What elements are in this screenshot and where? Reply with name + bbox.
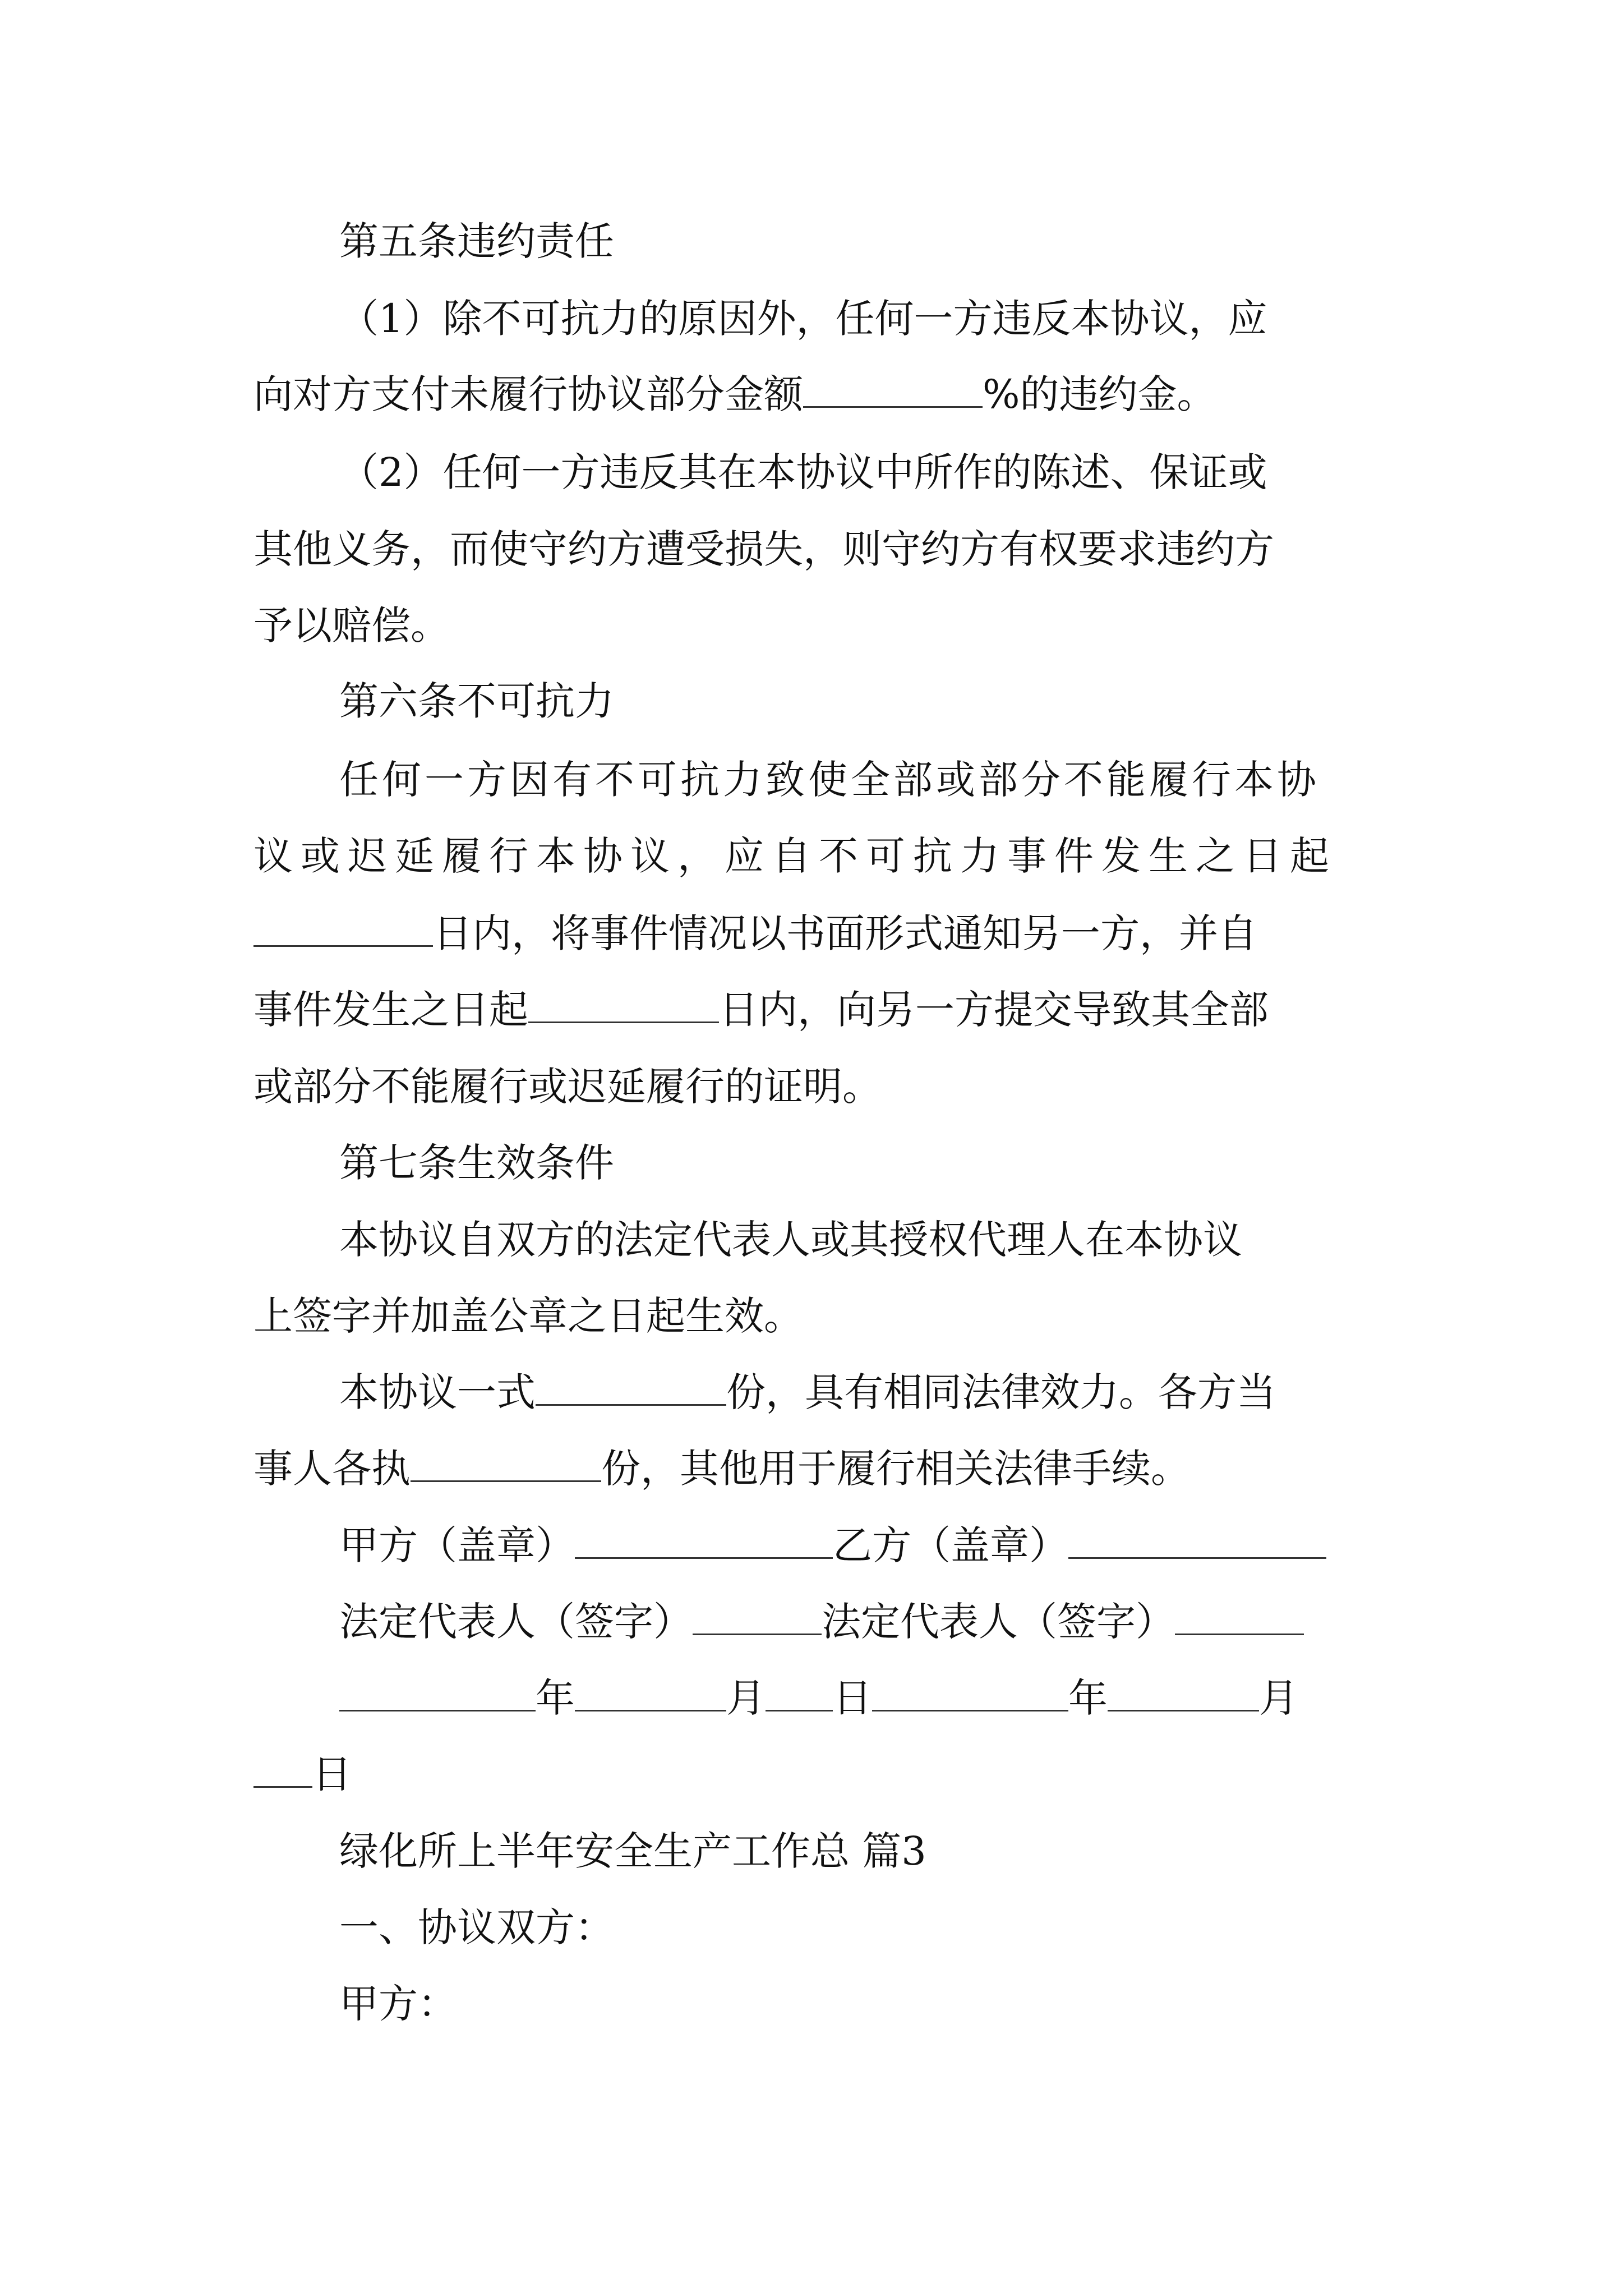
article-7-line-2: 上签字并加盖公章之日起生效。 bbox=[253, 1293, 803, 1339]
article-6-line-1: 任何一方因有不可抗力致使全部或部分不能履行本协 bbox=[339, 757, 1320, 803]
article-6-line-2: 议或迟延履行本协议，应自不可抗力事件发生之日起 bbox=[253, 833, 1337, 879]
copies-each-blank[interactable] bbox=[411, 1448, 601, 1482]
clause-text: 本协议一式 bbox=[339, 1369, 536, 1415]
day-label: 日 bbox=[312, 1751, 352, 1797]
article-5-clause-1-line-1: （1）除不可抗力的原因外，任何一方违反本协议，应 bbox=[339, 296, 1267, 342]
signature-seal-line bbox=[339, 1517, 1375, 1573]
party-b-rep-label: 法定代表人（签字） bbox=[822, 1599, 1175, 1645]
party-b-seal-blank[interactable] bbox=[1068, 1525, 1326, 1559]
party-a-month-blank[interactable] bbox=[575, 1677, 726, 1711]
month-label: 月 bbox=[1259, 1675, 1298, 1721]
party-a-rep-label: 法定代表人（签字） bbox=[339, 1599, 693, 1645]
party-b-day-blank[interactable] bbox=[253, 1754, 312, 1788]
party-a-line: 甲方： bbox=[339, 1981, 457, 2027]
clause-text: 事人各执 bbox=[253, 1446, 411, 1492]
party-b-year-blank[interactable] bbox=[872, 1677, 1068, 1711]
clause-text: 份，其他用于履行相关法律手续。 bbox=[601, 1446, 1190, 1492]
representative-line bbox=[339, 1594, 1375, 1650]
article-5-title: 第五条违约责任 bbox=[339, 218, 614, 264]
month-label: 月 bbox=[726, 1675, 766, 1721]
penalty-percent-blank[interactable] bbox=[803, 374, 983, 408]
article-6-line-4 bbox=[253, 982, 1375, 1038]
article-6-title: 第六条不可抗力 bbox=[339, 678, 614, 724]
article-7-line-4 bbox=[253, 1441, 1375, 1497]
parties-heading: 一、协议双方： bbox=[339, 1904, 614, 1950]
article-6-line-3 bbox=[253, 905, 1375, 961]
article-5-clause-2-line-1: （2）任何一方违反其在本协议中所作的陈述、保证或 bbox=[339, 449, 1267, 495]
party-a-seal-label: 甲方（盖章） bbox=[339, 1522, 575, 1568]
article-5-clause-2-line-3: 予以赔偿。 bbox=[253, 602, 450, 648]
party-a-year-blank[interactable] bbox=[339, 1677, 536, 1711]
year-label: 年 bbox=[536, 1675, 575, 1721]
article-7-line-1: 本协议自双方的法定代表人或其授权代理人在本协议 bbox=[339, 1217, 1242, 1263]
clause-text: %的违约金。 bbox=[983, 371, 1216, 417]
party-b-rep-blank[interactable] bbox=[1175, 1601, 1304, 1635]
party-a-day-blank[interactable] bbox=[766, 1677, 833, 1711]
clause-text: 份，具有相同法律效力。各方当 bbox=[726, 1369, 1276, 1415]
party-a-rep-blank[interactable] bbox=[693, 1601, 822, 1635]
party-b-seal-label: 乙方（盖章） bbox=[833, 1522, 1068, 1568]
party-a-seal-blank[interactable] bbox=[575, 1525, 833, 1559]
date-line-continued bbox=[253, 1746, 1375, 1802]
notice-days-blank[interactable] bbox=[253, 913, 433, 947]
party-b-month-blank[interactable] bbox=[1108, 1677, 1259, 1711]
proof-days-blank[interactable] bbox=[528, 989, 719, 1023]
day-label: 日 bbox=[833, 1675, 872, 1721]
clause-text: 日内，将事件情况以书面形式通知另一方，并自 bbox=[433, 910, 1257, 956]
article-5-clause-1-line-2 bbox=[253, 366, 1375, 422]
article-5-clause-2-line-2: 其他义务，而使守约方遭受损失，则守约方有权要求违约方 bbox=[253, 526, 1274, 572]
copies-total-blank[interactable] bbox=[536, 1372, 726, 1406]
clause-text: 向对方支付未履行协议部分金额 bbox=[253, 371, 803, 417]
article-7-line-3 bbox=[339, 1364, 1375, 1420]
article-7-title: 第七条生效条件 bbox=[339, 1140, 614, 1186]
date-line bbox=[339, 1670, 1375, 1726]
clause-text: 日内，向另一方提交导致其全部 bbox=[719, 987, 1269, 1033]
clause-text: 事件发生之日起 bbox=[253, 987, 528, 1033]
article-6-line-5: 或部分不能履行或迟延履行的证明。 bbox=[253, 1064, 882, 1110]
year-label: 年 bbox=[1068, 1675, 1108, 1721]
section-heading: 绿化所上半年安全生产工作总 篇3 bbox=[339, 1828, 926, 1874]
